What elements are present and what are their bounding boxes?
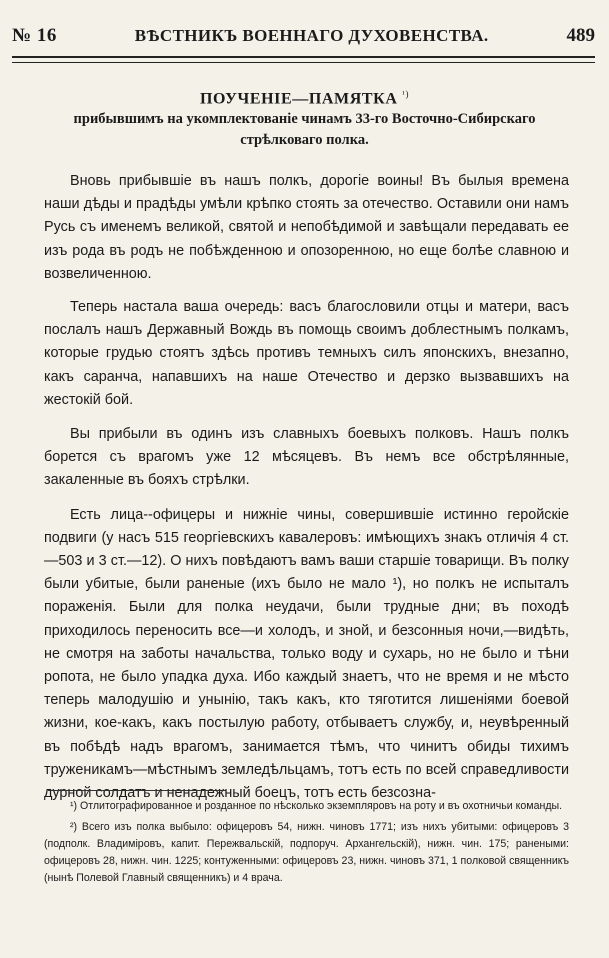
title-main-line bbox=[40, 84, 569, 109]
title-footnote-mark: ¹) bbox=[402, 89, 410, 99]
article-body bbox=[44, 170, 569, 816]
title-subtitle: прибывшимъ на укомплектованiе чинамъ 33-го Восточно-Сибирскаго стрѣлковаго полка. bbox=[73, 111, 536, 149]
page-header bbox=[12, 22, 595, 50]
footnote: ¹) Отлитографированное и розданное по нѣсколько экземпляровъ на роту и въ охотничьи команды. bbox=[70, 800, 563, 812]
issue-number: № 16 bbox=[12, 25, 57, 46]
header-rule bbox=[12, 56, 595, 63]
paragraph: Теперь настала ваша очередь: васъ благословили отцы и матери, васъ послалъ нашъ Державный Вождь въ помощь своимъ доблестнымъ полкамъ, которые грудью стоятъ здѣсь противъ темныхъ силъ японскихъ, внезапно, какъ саранча, напавшихъ на наше Отечество и дерзко вызвавшихъ на жестокiй бой. bbox=[44, 299, 569, 408]
footnote-divider bbox=[48, 790, 226, 791]
title-text: ПОУЧЕНIЕ—ПАМЯТКА bbox=[199, 90, 398, 108]
page-number: 489 bbox=[566, 25, 595, 46]
journal-title: ВѢСТНИКЪ ВОЕННАГО ДУХОВЕНСТВА. bbox=[134, 26, 489, 45]
article-title bbox=[40, 84, 569, 151]
footnote: ²) Всего изъ полка выбыло: офицеровъ 54, нижн. чиновъ 1771; изъ нихъ убитыми: офицеровъ 3 (подполк. Владимiровъ, капит. Пережвальскiй, подпоруч. Архангельскiй), нижн. чин. 175; ранеными: офицеровъ 28, нижн. чин. 1225; контуженными: офицеровъ 23, нижн. чиновъ 371, 1 полковой священникъ (нынѣ Полевой Главный священникъ) и 4 врача. bbox=[44, 821, 569, 884]
footnotes bbox=[44, 798, 569, 891]
paragraph: Вы прибыли въ одинъ изъ славныхъ боевыхъ полковъ. Нашъ полкъ борется съ врагомъ уже 12 мѣсяцевъ. Въ немъ все обстрѣлянные, закаленные въ бояхъ стрѣлки. bbox=[44, 426, 569, 489]
paragraph: Есть лица--офицеры и нижнiе чины, совершившiе истинно геройскiе подвиги (у насъ 515 георгiевскихъ кавалеровъ: имѣющихъ знакъ отличiя 4 ст.—503 и 3 ст.—12). О нихъ повѣдаютъ вамъ ваши старшiе товарищи. Въ полку были убитые, были раненые (ихъ было не мало ¹), но полкъ не испыталъ пораженiя. Были для полка неудачи, были трудные дни; въ походѣ приходилось переносить все—и холодъ, и зной, и безсонныя ночи,—видѣть, не смотря на заботы начальства, только воду и сухарь, но не было и тѣни ропота, не было упадка духа. Ибо каждый знаетъ, что не время и не мѣсто теперь малодушiю и унынiю, такъ какъ, кто тяготится лишенiями боевой жизни, кое-какъ, какъ постылую работу, отбываетъ службу, и, неувѣренный въ побѣдѣ надъ врагомъ, занимается тѣмъ, что чинитъ обиды тихимъ труженикамъ—мѣстнымъ земледѣльцамъ, тотъ есть по всей справедливости дурной солдатъ и ненадежный боецъ, тотъ есть безсозна- bbox=[44, 506, 569, 802]
paragraph: Вновь прибывшiе въ нашъ полкъ, дорогiе воины! Въ былыя времена наши дѣды и прадѣды умѣли крѣпко стоять за отечество. Оставили они намъ Русь съ именемъ великой, святой и непобѣдимой и завѣщали передавать ее изъ рода въ родъ не побѣжденною и опозоренною, но еще болѣе славною и возвеличенною. bbox=[44, 173, 569, 282]
